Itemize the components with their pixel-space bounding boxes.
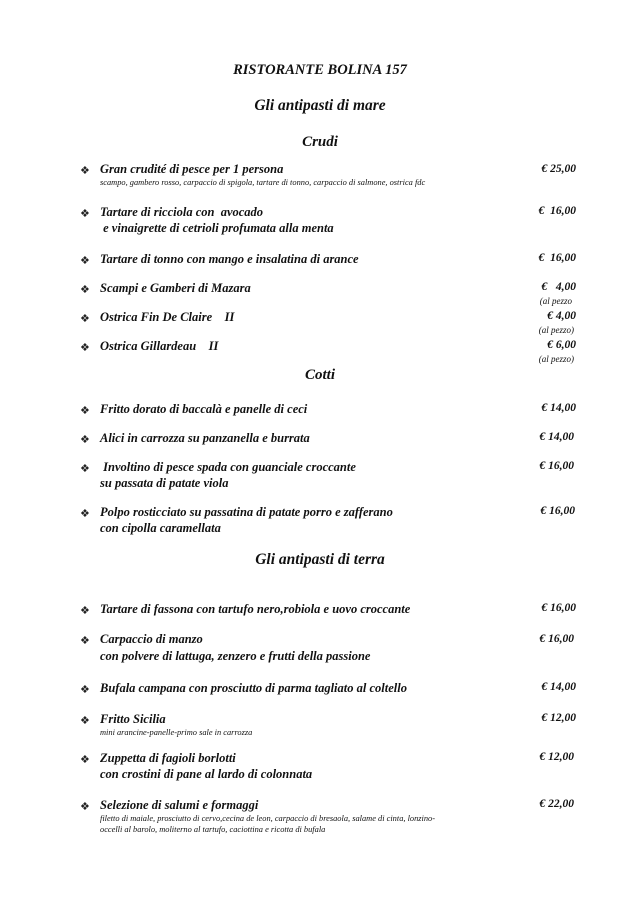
bullet-icon: ❖ (80, 255, 90, 267)
item-name: Alici in carrozza su panzanella e burrata (100, 431, 310, 445)
bullet-icon: ❖ (80, 635, 90, 647)
item-name-line2: su passata di patate viola (100, 476, 229, 490)
item-name-line2: con polvere di lattuga, zenzero e frutti della passione (100, 649, 371, 663)
item-price: € 14,00 (539, 431, 574, 443)
item-name: Gran crudité di pesce per 1 persona (100, 162, 284, 176)
bullet-icon: ❖ (80, 342, 90, 354)
item-price: € 16,00 (541, 602, 576, 614)
item-price: € 16,00 (538, 205, 576, 217)
item-price: € 14,00 (541, 681, 576, 693)
item-name: Fritto dorato di baccalà e panelle di ceci (100, 402, 308, 416)
bullet-icon: ❖ (80, 715, 90, 727)
item-name: Involtino di pesce spada con guanciale croccante (100, 460, 356, 474)
item-name: Tartare di fassona con tartufo nero,robiola e uovo croccante (100, 602, 411, 616)
bullet-icon: ❖ (80, 463, 90, 475)
bullet-icon: ❖ (80, 165, 90, 177)
item-name: Polpo rosticciato su passatina di patate porro e zafferano (100, 505, 393, 519)
item-description: filetto di maiale, prosciutto di cervo,cecina de leon, carpaccio di bresaola, salame di cinta, lonzino- (100, 814, 436, 823)
restaurant-name: RISTORANTE BOLINA 157 (233, 62, 407, 78)
item-name-line2: e vinaigrette di cetrioli profumata alla menta (100, 221, 334, 235)
item-unit: (al pezzo (539, 296, 572, 306)
bullet-icon: ❖ (80, 405, 90, 417)
item-name: Carpaccio di manzo (100, 632, 203, 646)
item-name: Zuppetta di fagioli borlotti (100, 751, 236, 765)
item-name-line2: con cipolla caramellata (100, 521, 221, 535)
item-description-line2: occelli al barolo, moliterno al tartufo, caciottina e ricotta di bufala (100, 825, 326, 834)
bullet-icon: ❖ (80, 434, 90, 446)
item-name: Bufala campana con prosciutto di parma tagliato al coltello (100, 681, 407, 695)
item-price: € 12,00 (539, 751, 574, 763)
bullet-icon: ❖ (80, 508, 90, 520)
item-price: € 12,00 (541, 712, 576, 724)
item-description: mini arancine-panelle-primo sale in carrozza (100, 728, 253, 737)
bullet-icon: ❖ (80, 313, 90, 325)
item-price: € 6,00 (547, 339, 576, 351)
item-unit: (al pezzo) (538, 354, 574, 364)
bullet-icon: ❖ (80, 684, 90, 696)
bullet-icon: ❖ (80, 754, 90, 766)
subsection-title-cotti: Cotti (304, 367, 335, 383)
item-price: € 16,00 (539, 460, 574, 472)
item-unit: (al pezzo) (538, 325, 574, 335)
bullet-icon: ❖ (80, 284, 90, 296)
item-name: Selezione di salumi e formaggi (100, 798, 259, 812)
item-name-line2: con crostini di pane al lardo di colonnata (100, 767, 313, 781)
item-price: € 4,00 (541, 281, 576, 293)
item-name: Ostrica Gillardeau II (100, 339, 219, 353)
item-price: € 25,00 (541, 163, 576, 175)
item-name: Fritto Sicilia (100, 712, 166, 726)
item-price: € 16,00 (538, 252, 576, 264)
bullet-icon: ❖ (80, 605, 90, 617)
item-name: Ostrica Fin De Claire II (100, 310, 235, 324)
item-price: € 16,00 (540, 505, 575, 517)
item-description: scampo, gambero rosso, carpaccio di spigola, tartare di tonno, carpaccio di salmone, ostrica fdc (100, 178, 426, 187)
item-price: € 14,00 (541, 402, 576, 414)
item-price: € 22,00 (539, 798, 574, 810)
section-title-mare: Gli antipasti di mare (254, 97, 386, 114)
item-name: Tartare di ricciola con avocado (100, 205, 264, 219)
item-price: € 16,00 (539, 633, 574, 645)
item-name: Tartare di tonno con mango e insalatina di arance (100, 252, 359, 266)
section-title-terra: Gli antipasti di terra (255, 551, 385, 568)
item-price: € 4,00 (547, 310, 576, 322)
item-name: Scampi e Gamberi di Mazara (100, 281, 251, 295)
bullet-icon: ❖ (80, 801, 90, 813)
bullet-icon: ❖ (80, 208, 90, 220)
subsection-title-crudi: Crudi (302, 134, 338, 150)
